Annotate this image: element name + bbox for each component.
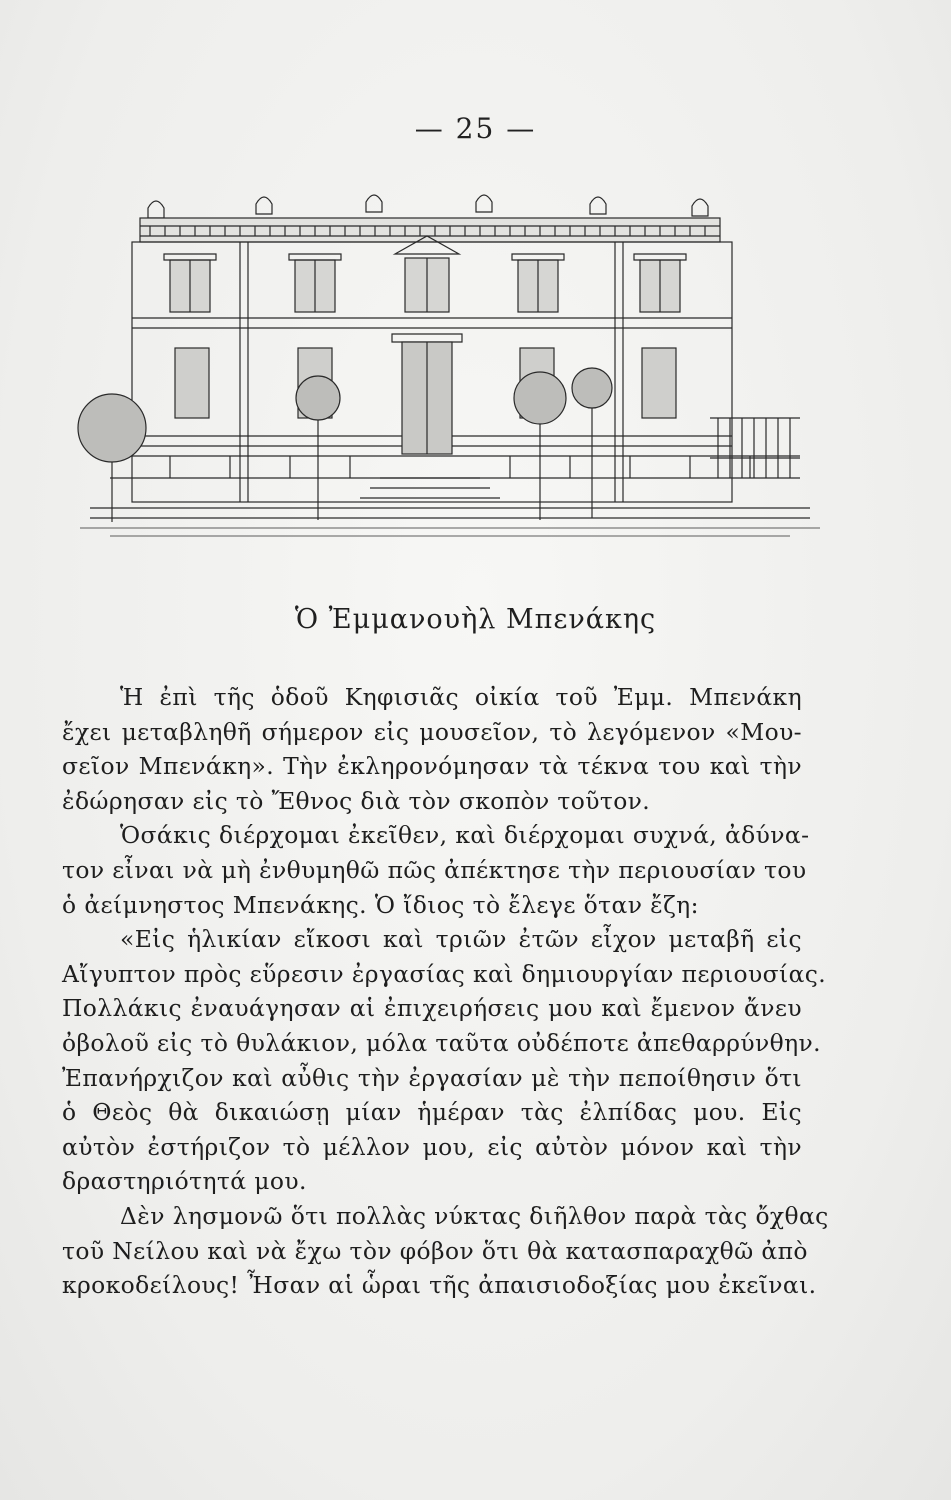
text-line: τοῦ Νείλου καὶ νὰ ἔχω τὸν φόβον ὅτι θὰ κατασπαραχθῶ ἀπὸ (62, 1236, 808, 1265)
text-line: ἐδώρησαν εἰς τὸ Ἔθνος διὰ τὸν σκοπὸν τοῦτον. (62, 786, 651, 815)
page-number: — 25 — (414, 112, 537, 145)
garden-trees (78, 368, 612, 522)
text-line: αὐτὸν ἐστήριζον τὸ μέλλον μου, εἰς αὐτὸν μόνον καὶ τὴν (62, 1132, 802, 1161)
text-line: Ἐπανήρχιζον καὶ αὖθις τὴν ἐργασίαν μὲ τὴν πεποίθησιν ὅτι (62, 1063, 802, 1092)
text-line: Δὲν λησμονῶ ὅτι πολλὰς νύκτας διῆλθον παρὰ τὰς ὄχθας (120, 1201, 829, 1230)
roof-balustrade (140, 218, 720, 242)
building-engraving (70, 188, 830, 548)
roof-urns (148, 195, 708, 218)
text-line: τον εἶναι νὰ μὴ ἐνθυμηθῶ πῶς ἀπέκτησε τὴν περιουσίαν του (62, 855, 807, 884)
text-line: δραστηριότητά μου. (62, 1167, 307, 1196)
garden-fence (710, 418, 800, 478)
text-line: Ὁσάκις διέρχομαι ἐκεῖθεν, καὶ διέρχομαι συχνά, ἀδύνα- (120, 821, 810, 850)
text-line: ἔχει μεταβληθῆ σήμερον εἰς μουσεῖον, τὸ λεγόμενον «Μου- (62, 717, 802, 746)
text-line: ὁ ἀείμνηστος Μπενάκης. Ὁ ἴδιος τὸ ἔλεγε ὅταν ἔζη: (62, 890, 699, 919)
text-line: Ἡ ἐπὶ τῆς ὁδοῦ Κηφισιᾶς οἰκία τοῦ Ἐμμ. Μπενάκη (120, 683, 802, 711)
text-line: κροκοδείλους! Ἦσαν αἱ ὧραι τῆς ἀπαισιοδοξίας μου ἐκεῖναι. (62, 1271, 817, 1300)
entrance-door (392, 334, 462, 454)
text-line: ὁ Θεὸς θὰ δικαιώσῃ μίαν ἡμέραν τὰς ἐλπίδας μου. Εἰς (62, 1098, 802, 1127)
body-text (62, 680, 829, 1303)
illustration-caption: Ὁ Ἐμμανουὴλ Μπενάκης (294, 604, 657, 635)
text-line: «Εἰς ἡλικίαν εἴκοσι καὶ τριῶν ἐτῶν εἶχον μεταβῆ εἰς (120, 925, 802, 954)
text-line: ὀβολοῦ εἰς τὸ θυλάκιον, μόλα ταῦτα οὐδέποτε ἀπεθαρρύνθην. (62, 1028, 821, 1057)
upper-windows (164, 236, 686, 312)
text-line: Αἴγυπτον πρὸς εὕρεσιν ἐργασίας καὶ δημιουργίαν περιουσίας. (62, 959, 827, 988)
text-line: σεῖον Μπενάκη». Τὴν ἐκληρονόμησαν τὰ τέκνα του καὶ τὴν (62, 752, 802, 781)
text-line: Πολλάκις ἐναυάγησαν αἱ ἐπιχειρήσεις μου καὶ ἔμενον ἄνευ (62, 994, 802, 1023)
